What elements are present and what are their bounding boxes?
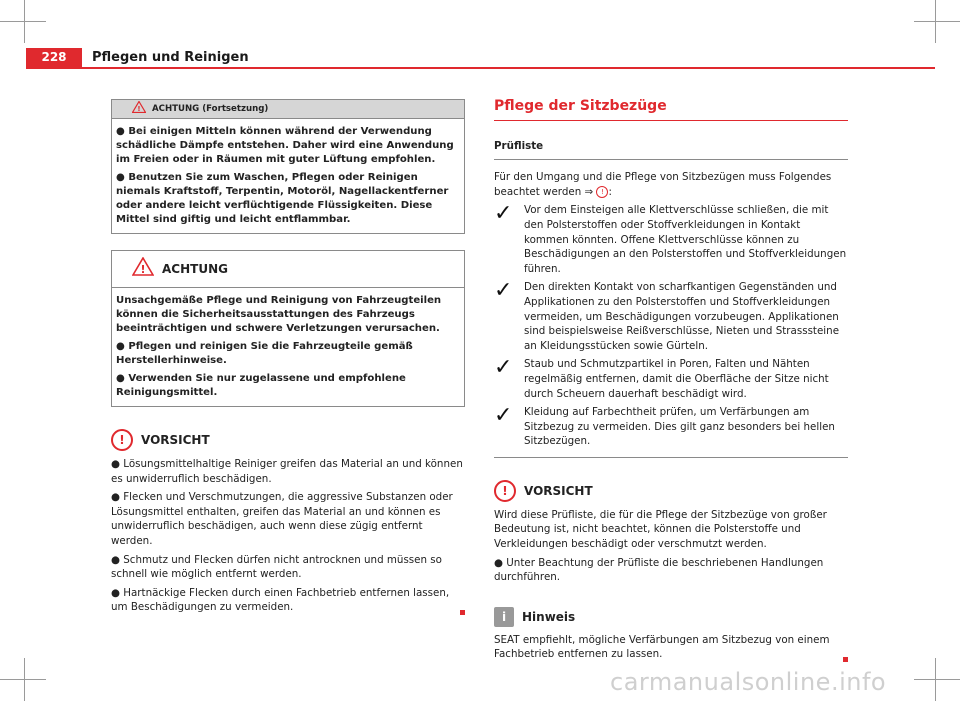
caution-header bbox=[494, 480, 848, 502]
caution-item: ● Lösungsmittelhaltige Reiniger greifen das Material an und können es unwiderruflich beschädigen. bbox=[111, 458, 463, 485]
caution-item: ● Flecken und Verschmutzungen, die aggressive Substanzen oder Lösungsmittel enthalten, greifen das Material an und können es unwiderruflich beschädigen, auch wenn diese zügig entfernt werden. bbox=[111, 491, 453, 547]
exclamation-circle-icon: ! bbox=[111, 429, 133, 451]
end-marker-icon bbox=[843, 657, 848, 662]
caution-title: VORSICHT bbox=[141, 432, 210, 447]
warning-continued-header bbox=[112, 100, 464, 119]
svg-text:!: ! bbox=[137, 104, 141, 113]
caution-item-text: ● Hartnäckige Flecken durch einen Fachbetrieb entfernen lassen, um Beschädigungen zu vermeiden. bbox=[111, 586, 450, 614]
hint-header bbox=[494, 607, 848, 627]
crop-mark bbox=[935, 0, 936, 43]
crop-mark bbox=[914, 679, 960, 680]
warning-title: ACHTUNG bbox=[162, 261, 228, 276]
checklist-item bbox=[494, 203, 848, 276]
left-column bbox=[111, 99, 465, 620]
warning-continued-body bbox=[112, 119, 464, 233]
hint-text: SEAT empfiehlt, mögliche Verfärbungen am Sitzbezug von einem Fachbetrieb entfernen zu lassen. bbox=[494, 633, 830, 661]
exclamation-circle-icon: ! bbox=[596, 186, 608, 198]
checklist-text: Staub und Schmutzpartikel in Poren, Falten und Nähten regelmäßig entfernen, damit die Oberfläche der Sitze nicht durch Scheuern dauerhaft beschädigt wird. bbox=[524, 358, 829, 400]
warning-triangle-icon bbox=[132, 101, 146, 118]
page-header-title: Pflegen und Reinigen bbox=[92, 50, 249, 65]
warning-intro: Unsachgemäße Pflege und Reinigung von Fahrzeugteilen können die Sicherheitsausstattungen des Fahrzeugs beeinträchtigen und schwere Verletzungen verursachen. bbox=[116, 295, 442, 334]
checklist-text: Vor dem Einsteigen alle Klettverschlüsse schließen, die mit den Polsterstoffen oder Stoffverkleidungen in Kontakt kommen könnten. Offene Klettverschlüsse können zu Beschädigungen an den Polsterstoffen und Stoffverkleidungen führen. bbox=[524, 204, 847, 275]
warning-body bbox=[112, 288, 464, 406]
warning-continued-box bbox=[111, 99, 465, 234]
warning-header bbox=[112, 251, 464, 288]
warning-triangle-icon bbox=[132, 257, 154, 281]
checkmark-icon: ✓ bbox=[494, 355, 513, 381]
end-marker-icon bbox=[460, 610, 465, 615]
checklist-text: Kleidung auf Farbechtheit prüfen, um Verfärbungen am Sitzbezug zu vermeiden. Dies gilt ganz besonders bei hellen Sitzbezügen. bbox=[524, 406, 835, 448]
exclamation-circle-icon: ! bbox=[494, 480, 516, 502]
intro-paragraph bbox=[494, 170, 848, 199]
checklist-rule bbox=[494, 457, 848, 458]
intro-text: Für den Umgang und die Pflege von Sitzbezügen muss Folgendes beachtet werden ⇒ bbox=[494, 171, 832, 198]
checklist-item bbox=[494, 280, 848, 353]
warning-continued-title: ACHTUNG (Fortsetzung) bbox=[152, 103, 269, 114]
crop-mark bbox=[0, 679, 46, 680]
checklist-item bbox=[494, 405, 848, 449]
page-number: 228 bbox=[26, 48, 82, 67]
crop-mark bbox=[24, 0, 25, 43]
subheading: Prüfliste bbox=[494, 139, 848, 161]
intro-end: : bbox=[608, 185, 612, 198]
caution-item: ● Schmutz und Flecken dürfen nicht antrocknen und müssen so schnell wie möglich entfernt werden. bbox=[111, 553, 442, 581]
warning-item: ● Benutzen Sie zum Waschen, Pflegen oder Reinigen niemals Kraftstoff, Terpentin, Motoröl, Nagellackentferner oder andere leicht verflüchtigende Flüssigkeiten. Diese Mittel sind giftig und leicht entflammbar. bbox=[116, 172, 449, 225]
checklist-text: Den direkten Kontakt von scharfkantigen Gegenständen und Applikationen zu den Polsterstoffen und Stoffverkleidungen vermeiden, um Beschädigungen vorzubeugen. Applikationen sind beispielsweise Reißverschlüsse, Nieten und Strasssteine an Kleidungsstücken sowie Gürteln. bbox=[524, 281, 840, 352]
crop-mark bbox=[0, 21, 46, 22]
info-book-icon: i bbox=[494, 607, 514, 627]
section-heading: Pflege der Sitzbezüge bbox=[494, 99, 848, 121]
checkmark-icon: ✓ bbox=[494, 278, 513, 304]
caution-text: Wird diese Prüfliste, die für die Pflege der Sitzbezüge von großer Bedeutung ist, nicht beachtet, können die Polsterstoffe und Verkleidungen beschädigt oder verschmutzt werden. bbox=[494, 508, 827, 551]
warning-item: ● Pflegen und reinigen Sie die Fahrzeugteile gemäß Herstellerhinweise. bbox=[116, 341, 413, 366]
right-column bbox=[494, 99, 848, 667]
checklist-item bbox=[494, 357, 848, 401]
header-rule bbox=[26, 67, 935, 69]
warning-item: ● Verwenden Sie nur zugelassene und empfohlene Reinigungsmittel. bbox=[116, 373, 406, 398]
checkmark-icon: ✓ bbox=[494, 201, 513, 227]
watermark-text: carmanualsonline.info bbox=[610, 668, 887, 696]
crop-mark bbox=[935, 658, 936, 701]
caution-title: VORSICHT bbox=[524, 483, 593, 498]
hint-title: Hinweis bbox=[522, 609, 576, 624]
caution-header bbox=[111, 429, 465, 451]
warning-box bbox=[111, 250, 465, 407]
caution-body bbox=[494, 508, 848, 585]
warning-item: ● Bei einigen Mitteln können während der Verwendung schädliche Dämpfe entstehen. Daher wird eine Anwendung im Freien oder in Räumen mit guter Lüftung empfohlen. bbox=[116, 126, 454, 165]
svg-text:!: ! bbox=[140, 263, 146, 277]
caution-body bbox=[111, 457, 465, 615]
crop-mark bbox=[914, 21, 960, 22]
caution-item: ● Unter Beachtung der Prüfliste die beschriebenen Handlungen durchführen. bbox=[494, 556, 824, 584]
checkmark-icon: ✓ bbox=[494, 403, 513, 429]
crop-mark bbox=[24, 658, 25, 701]
